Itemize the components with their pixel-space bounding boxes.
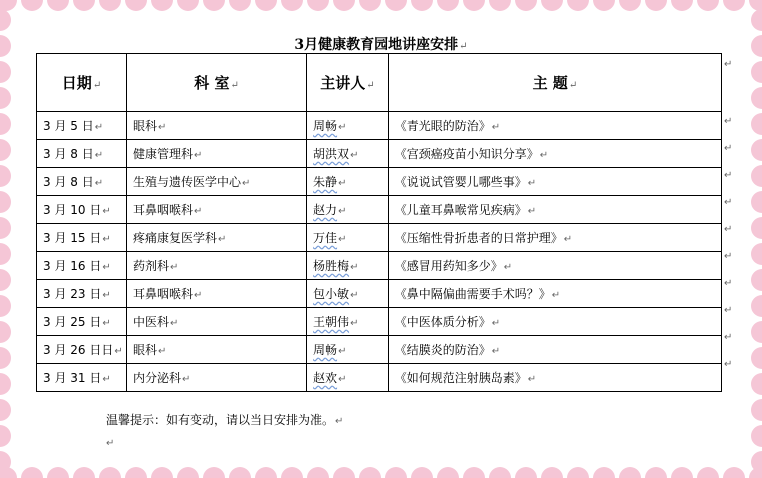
border-dot (751, 113, 762, 135)
document-title: 3月健康教育园地讲座安排↵ (294, 37, 468, 53)
border-dot (751, 243, 762, 265)
border-dot (0, 295, 11, 317)
row-end-marks: ↵ ↵ ↵ ↵ ↵ ↵ ↵ ↵ ↵ ↵ ↵ (724, 59, 733, 370)
date-cell: 3 月 25 日↵ (37, 308, 127, 336)
table-row (37, 336, 722, 364)
border-dot (437, 0, 459, 11)
border-dot (47, 467, 69, 478)
border-dot (21, 467, 43, 478)
border-dot (281, 467, 303, 478)
topic-cell: 《如何规范注射胰岛素》↵ (388, 364, 721, 392)
topic-cell: 《感冒用药知多少》↵ (388, 252, 721, 280)
reminder-note: 温馨提示：如有变动，请以当日安排为准。↵ (106, 413, 344, 427)
speaker-cell: 万佳↵ (307, 224, 389, 252)
border-dot (0, 217, 11, 239)
border-dot (567, 0, 589, 11)
border-dot (567, 467, 589, 478)
speaker-cell: 胡洪双↵ (307, 140, 389, 168)
date-cell: 3 月 16 日↵ (37, 252, 127, 280)
border-dot (751, 295, 762, 317)
table-row (37, 252, 722, 280)
border-dot (751, 139, 762, 161)
border-dot (645, 467, 667, 478)
border-dot (125, 467, 147, 478)
border-dot (697, 0, 719, 11)
dept-cell: 生殖与遗传医学中心↵ (127, 168, 307, 196)
border-dot (0, 113, 11, 135)
date-cell: 3 月 31 日↵ (37, 364, 127, 392)
dept-cell: 眼科↵ (127, 112, 307, 140)
dept-cell: 药剂科↵ (127, 252, 307, 280)
border-dot (0, 399, 11, 421)
border-dot (751, 9, 762, 31)
border-dot (489, 467, 511, 478)
border-dot (125, 0, 147, 11)
speaker-cell: 周畅↵ (307, 112, 389, 140)
table-row (37, 196, 722, 224)
header-dept: 科 室↵ (127, 54, 307, 112)
header-speaker: 主讲人↵ (307, 54, 389, 112)
border-dot (0, 321, 11, 343)
date-cell: 3 月 10 日↵ (37, 196, 127, 224)
border-dot (751, 269, 762, 291)
border-dot (229, 0, 251, 11)
table-row (37, 308, 722, 336)
border-dot (151, 0, 173, 11)
border-dot (541, 467, 563, 478)
border-dot (751, 87, 762, 109)
border-dot (255, 0, 277, 11)
border-dot (307, 467, 329, 478)
paragraph-mark: ↵ (106, 438, 115, 449)
topic-cell: 《青光眼的防治》↵ (388, 112, 721, 140)
table-row (37, 224, 722, 252)
header-topic: 主 题↵ (388, 54, 721, 112)
border-dot (751, 191, 762, 213)
schedule-table (36, 53, 722, 392)
topic-cell: 《说说试管婴儿哪些事》↵ (388, 168, 721, 196)
dept-cell: 眼科↵ (127, 336, 307, 364)
speaker-cell: 周畅↵ (307, 336, 389, 364)
border-dot (671, 467, 693, 478)
border-dot (437, 467, 459, 478)
border-dot (0, 347, 11, 369)
topic-cell: 《儿童耳鼻喉常见疾病》↵ (388, 196, 721, 224)
border-dot (333, 467, 355, 478)
border-dot (385, 467, 407, 478)
date-cell: 3 月 5 日↵ (37, 112, 127, 140)
border-dot (751, 165, 762, 187)
border-dot (0, 191, 11, 213)
border-dot (723, 467, 745, 478)
border-dot (307, 0, 329, 11)
topic-cell: 《中医体质分析》↵ (388, 308, 721, 336)
border-dot (73, 0, 95, 11)
header-date: 日期↵ (37, 54, 127, 112)
table-row (37, 280, 722, 308)
border-dot (0, 61, 11, 83)
dept-cell: 健康管理科↵ (127, 140, 307, 168)
border-dot (645, 0, 667, 11)
dept-cell: 疼痛康复医学科↵ (127, 224, 307, 252)
border-dot (0, 9, 11, 31)
border-dot (73, 467, 95, 478)
border-dot (489, 0, 511, 11)
dept-cell: 耳鼻咽喉科↵ (127, 196, 307, 224)
border-dot (0, 165, 11, 187)
border-dot (751, 61, 762, 83)
speaker-cell: 包小敏↵ (307, 280, 389, 308)
border-dot (411, 467, 433, 478)
border-dot (751, 399, 762, 421)
border-dot (359, 467, 381, 478)
border-dot (359, 0, 381, 11)
border-dot (0, 425, 11, 447)
border-dot (0, 243, 11, 265)
speaker-cell: 王朝伟↵ (307, 308, 389, 336)
border-dot (255, 467, 277, 478)
border-dot (203, 467, 225, 478)
border-dot (751, 373, 762, 395)
border-dot (281, 0, 303, 11)
border-dot (723, 0, 745, 11)
border-dot (619, 0, 641, 11)
border-dot (593, 467, 615, 478)
border-dot (333, 0, 355, 11)
date-cell: 3 月 26 日日↵ (37, 336, 127, 364)
topic-cell: 《结膜炎的防治》↵ (388, 336, 721, 364)
border-dot (671, 0, 693, 11)
border-dot (0, 35, 11, 57)
border-dot (0, 139, 11, 161)
border-dot (385, 0, 407, 11)
header-row (37, 54, 722, 112)
border-dot (463, 467, 485, 478)
date-cell: 3 月 23 日↵ (37, 280, 127, 308)
topic-cell: 《压缩性骨折患者的日常护理》↵ (388, 224, 721, 252)
speaker-cell: 赵力↵ (307, 196, 389, 224)
border-dot (751, 321, 762, 343)
speaker-cell: 赵欢↵ (307, 364, 389, 392)
border-dot (751, 35, 762, 57)
topic-cell: 《鼻中隔偏曲需要手术吗？》↵ (388, 280, 721, 308)
document-page (18, 14, 744, 464)
table-row (37, 112, 722, 140)
border-dot (463, 0, 485, 11)
date-cell: 3 月 8 日↵ (37, 168, 127, 196)
border-dot (751, 425, 762, 447)
table-row (37, 364, 722, 392)
dept-cell: 中医科↵ (127, 308, 307, 336)
date-cell: 3 月 8 日↵ (37, 140, 127, 168)
border-dot (47, 0, 69, 11)
date-cell: 3 月 15 日↵ (37, 224, 127, 252)
border-dot (411, 0, 433, 11)
speaker-cell: 朱静↵ (307, 168, 389, 196)
border-dot (697, 467, 719, 478)
speaker-cell: 杨胜梅↵ (307, 252, 389, 280)
border-dot (619, 467, 641, 478)
border-dot (0, 269, 11, 291)
border-dot (177, 0, 199, 11)
border-dot (203, 0, 225, 11)
border-dot (99, 0, 121, 11)
border-dot (177, 467, 199, 478)
topic-cell: 《宫颈癌疫苗小知识分享》↵ (388, 140, 721, 168)
border-dot (593, 0, 615, 11)
border-dot (229, 467, 251, 478)
border-dot (751, 451, 762, 473)
border-dot (541, 0, 563, 11)
border-dot (99, 467, 121, 478)
border-dot (751, 217, 762, 239)
border-dot (751, 347, 762, 369)
border-dot (0, 373, 11, 395)
border-dot (151, 467, 173, 478)
dept-cell: 内分泌科↵ (127, 364, 307, 392)
table-row (37, 140, 722, 168)
border-dot (515, 0, 537, 11)
border-dot (0, 87, 11, 109)
border-dot (21, 0, 43, 11)
dept-cell: 耳鼻咽喉科↵ (127, 280, 307, 308)
table-row (37, 168, 722, 196)
border-dot (515, 467, 537, 478)
